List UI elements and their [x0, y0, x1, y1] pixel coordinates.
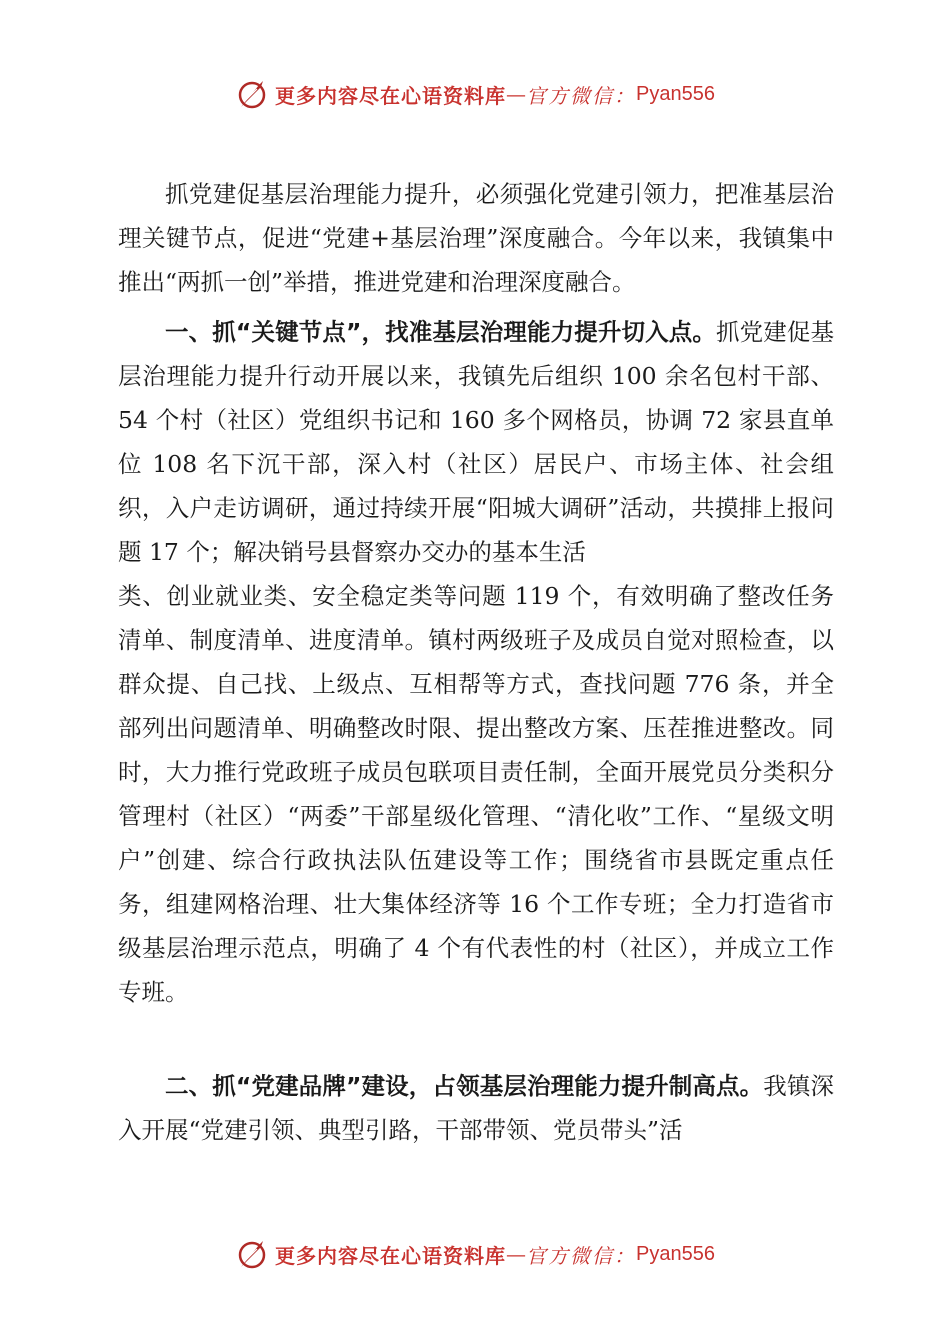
- watermark-wechat-id: Pyan556: [636, 1242, 715, 1265]
- section-two-paragraph: [118, 1064, 834, 1152]
- section-two-text: 我镇深入开展“党建引领、典型引路，干部带领、党员带头”活: [118, 1072, 835, 1144]
- footer-watermark: [0, 1234, 950, 1274]
- header-watermark: [0, 74, 950, 114]
- watermark-wechat-label: 官方微信：: [526, 83, 637, 108]
- watermark-wechat-label: 官方微信：: [526, 1243, 637, 1268]
- watermark-brand: 更多内容尽在心语资料库: [275, 1243, 507, 1268]
- section-one-continuation: 类、创业就业类、安全稳定类等问题 119 个，有效明确了整改任务清单、制度清单、进度清单。镇村两级班子及成员自觉对照检查，以群众提、自己找、上级点、互相帮等方式，查找问题 776 条，并全部列出问题清单、明确整改时限、提出整改方案、压茬推进整改。同时，大力推行党政班子成员包联项目责任制，全面开展党员分类积分管理村（社区）“两委”干部星级化管理、“清化收”工作、“星级文明户”创建、综合行政执法队伍建设等工作；围绕省市县既定重点任务，组建网格治理、壮大集体经济等 16 个工作专班；全力打造省市级基层治理示范点，明确了 4 个有代表性的村（社区），并成立工作专班。: [118, 582, 834, 1006]
- section-one-heading: 一、抓“关键节点”，找准基层治理能力提升切入点。: [165, 318, 716, 346]
- section-two-heading: 二、抓“党建品牌”建设，占领基层治理能力提升制高点。: [165, 1072, 764, 1100]
- watermark-separator: —: [506, 1242, 527, 1266]
- section-one-paragraph: [118, 310, 834, 574]
- pen-quill-icon: [235, 1237, 269, 1271]
- watermark-separator: —: [506, 82, 527, 106]
- pen-quill-icon: [235, 77, 269, 111]
- watermark-wechat-id: Pyan556: [636, 82, 715, 105]
- intro-paragraph: 抓党建促基层治理能力提升，必须强化党建引领力，把准基层治理关键节点，促进“党建+基层治理”深度融合。今年以来，我镇集中推出“两抓一创”举措，推进党建和治理深度融合。: [118, 180, 834, 296]
- watermark-brand: 更多内容尽在心语资料库: [275, 83, 507, 108]
- section-one-text: 抓党建促基层治理能力提升行动开展以来，我镇先后组织 100 余名包村干部、54 个村（社区）党组织书记和 160 多个网格员，协调 72 家县直单位 108 名下沉干部，深入村（社区）居民户、市场主体、社会组织，入户走访调研，通过持续开展“阳城大调研”活动，共摸排上报问题 17 个；解决销号县督察办交办的基本生活: [118, 318, 834, 566]
